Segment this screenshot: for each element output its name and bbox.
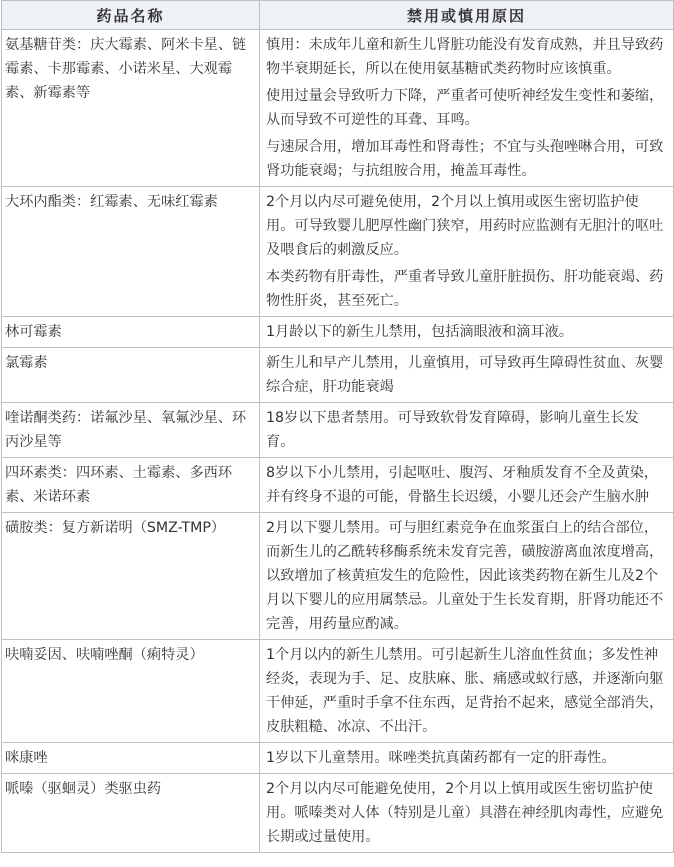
table-header-row: [2, 1, 674, 30]
reason-paragraph: 使用过量会导致听力下降，严重者可使听神经发生变性和萎缩，从而导致不可逆性的耳聋、耳鸣。: [266, 88, 664, 128]
table-body: [2, 30, 674, 853]
reason-paragraph: 与速尿合用，增加耳毒性和肾毒性；不宜与头孢唑啉合用，可致肾功能衰竭；与抗组胺合用，掩盖耳毒性。: [266, 139, 664, 179]
reason-cell: [260, 30, 674, 187]
table-row: [2, 743, 674, 774]
drug-name-cell: 哌嗪（驱蛔灵）类驱虫药: [2, 774, 260, 853]
drug-name-cell: 呋喃妥因、呋喃唑酮（痢特灵）: [2, 640, 260, 743]
reason-paragraph: 8岁以下小儿禁用，引起呕吐、腹泻、牙釉质发育不全及黄染，并有终身不退的可能，骨骼生长迟缓，小婴儿还会产生脑水肿: [266, 465, 659, 505]
drug-name-cell: 大环内酯类：红霉素、无味红霉素: [2, 187, 260, 317]
table-row: [2, 458, 674, 513]
reason-cell: [260, 513, 674, 640]
reason-paragraph: 新生儿和早产儿禁用，儿童慎用，可导致再生障碍性贫血、灰婴综合症，肝功能衰竭: [266, 355, 664, 395]
table-row: [2, 317, 674, 348]
reason-cell: [260, 317, 674, 348]
reason-paragraph: 本类药物有肝毒性，严重者导致儿童肝脏损伤、肝功能衰竭、药物性肝炎，甚至死亡。: [266, 269, 664, 309]
drug-name-cell: 林可霉素: [2, 317, 260, 348]
reason-cell: [260, 774, 674, 853]
reason-paragraph: 18岁以下患者禁用。可导致软骨发育障碍，影响儿童生长发育。: [266, 410, 639, 450]
reason-paragraph: 1岁以下儿童禁用。咪唑类抗真菌药都有一定的肝毒性。: [266, 750, 616, 766]
reason-paragraph: 2个月以内尽可能避免使用，2个月以上慎用或医生密切监护使用。哌嗪类对人体（特别是儿童）具潜在神经肌肉毒性，应避免长期或过量使用。: [266, 781, 664, 845]
drug-name-cell: 磺胺类：复方新诺明（SMZ-TMP）: [2, 513, 260, 640]
table-row: [2, 403, 674, 458]
drug-name-cell: 氯霉素: [2, 348, 260, 403]
reason-cell: [260, 187, 674, 317]
reason-cell: [260, 743, 674, 774]
table-row: [2, 774, 674, 853]
reason-paragraph: 1个月以内的新生儿禁用。可引起新生儿溶血性贫血；多发性神经炎，表现为手、足、皮肤麻、胀、痛感或蚁行感，并逐渐向躯干伸延，严重时手拿不住东西，足背抬不起来，感觉全部消失，皮肤粗糙、冰凉、不出汗。: [266, 647, 664, 735]
table-row: [2, 640, 674, 743]
table-row: [2, 513, 674, 640]
table-row: [2, 187, 674, 317]
drug-name-cell: 四环素类：四环素、土霉素、多西环素、米诺环素: [2, 458, 260, 513]
table-row: [2, 348, 674, 403]
reason-paragraph: 1月龄以下的新生儿禁用，包括滴眼液和滴耳液。: [266, 324, 573, 340]
header-reason: 禁用或慎用原因: [260, 1, 674, 30]
reason-paragraph: 2月以下婴儿禁用。可与胆红素竞争在血浆蛋白上的结合部位，而新生儿的乙酰转移酶系统未发育完善，磺胺游离血浓度增高，以致增加了核黄疸发生的危险性，因此该类药物在新生儿及2个月以下婴儿的应用属禁忌。儿童处于生长发育期，肝肾功能还不完善，用药量应酌减。: [266, 520, 664, 632]
drug-table: [1, 0, 674, 853]
drug-name-cell: 喹诺酮类药：诺氟沙星、氧氟沙星、环丙沙星等: [2, 403, 260, 458]
reason-cell: [260, 640, 674, 743]
table-row: [2, 30, 674, 187]
reason-paragraph: 慎用：未成年儿童和新生儿肾脏功能没有发育成熟，并且导致药物半衰期延长，所以在使用氨基糖甙类药物时应该慎重。: [266, 37, 664, 77]
drug-name-cell: 咪康唑: [2, 743, 260, 774]
reason-cell: [260, 458, 674, 513]
reason-cell: [260, 403, 674, 458]
drug-name-cell: 氨基糖苷类：庆大霉素、阿米卡星、链霉素、卡那霉素、小诺米星、大观霉素、新霉素等: [2, 30, 260, 187]
reason-cell: [260, 348, 674, 403]
header-drug-name: 药品名称: [2, 1, 260, 30]
reason-paragraph: 2个月以内尽可避免使用，2个月以上慎用或医生密切监护使用。可导致婴儿肥厚性幽门狭窄，用药时应监测有无胆汁的呕吐及喂食后的刺激反应。: [266, 194, 664, 258]
